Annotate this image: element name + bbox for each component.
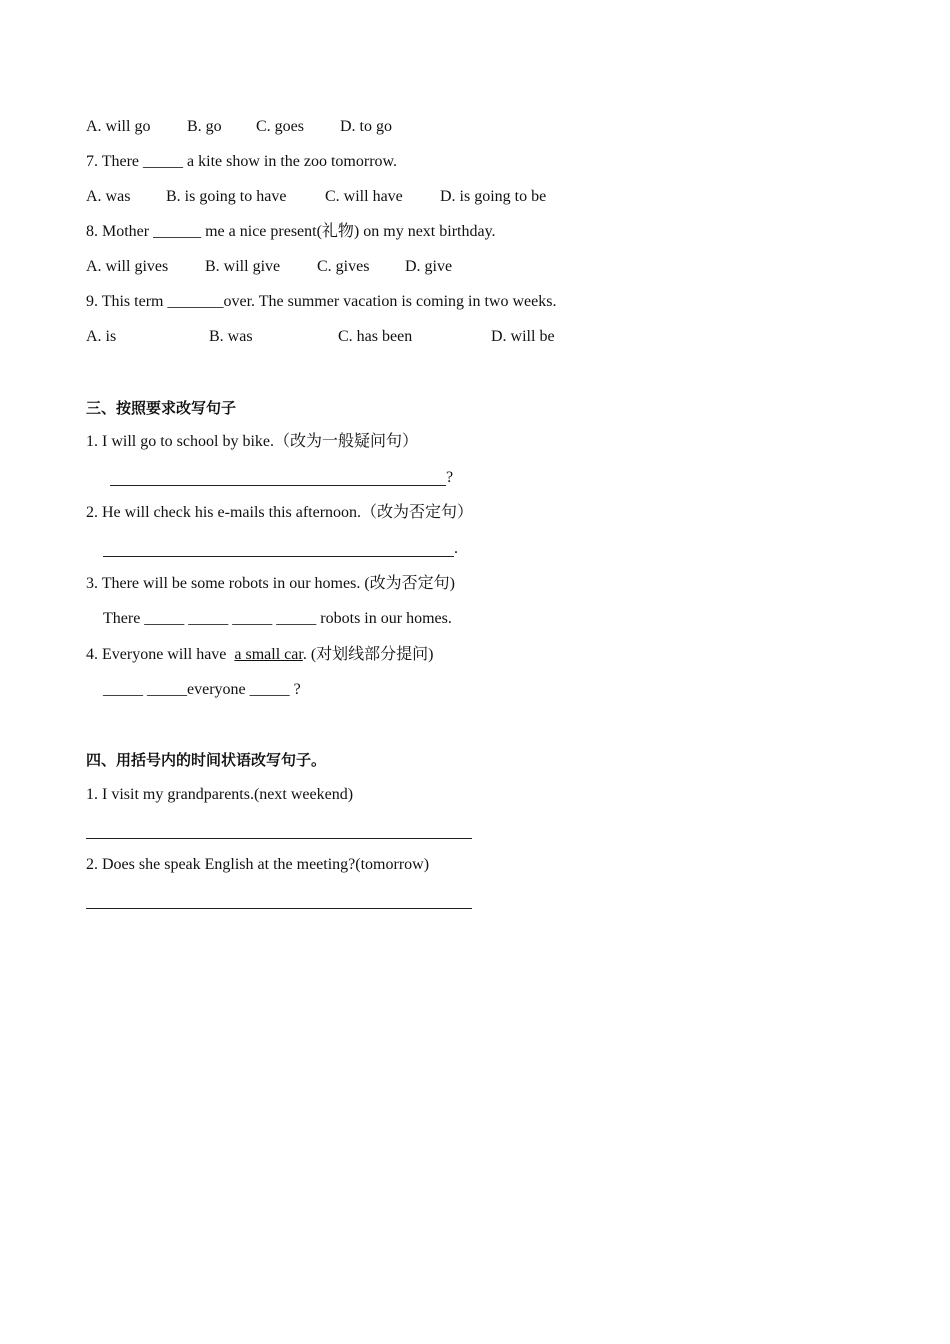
q6-option-b: B. go xyxy=(187,118,222,135)
p3-question-2: 2. He will check his e-mails this afternoon.（改为否定句） xyxy=(86,504,474,521)
p4-q2-answer-line[interactable] xyxy=(86,908,472,909)
q8-option-b: B. will give xyxy=(205,258,281,275)
p3-question-3: 3. There will be some robots in our homes. (改为否定句) xyxy=(86,575,455,592)
p3-question-4 xyxy=(86,645,434,665)
q7-option-b: B. is going to have xyxy=(166,188,287,205)
q9-option-d: D. will be xyxy=(491,328,555,345)
question-8: 8. Mother ______ me a nice present(礼物) on my next birthday. xyxy=(86,223,496,240)
p3-q1-answer-line[interactable] xyxy=(110,485,446,486)
q8-option-c: C. gives xyxy=(317,258,370,275)
q8-option-d: D. give xyxy=(405,258,453,275)
q6-option-c: C. goes xyxy=(256,118,304,135)
p3-q3-answer: There _____ _____ _____ _____ robots in our homes. xyxy=(103,610,452,627)
question-9: 9. This term _______over. The summer vacation is coming in two weeks. xyxy=(86,293,557,310)
q8-option-a: A. will gives xyxy=(86,258,169,275)
q6-option-d: D. to go xyxy=(340,118,392,135)
section-3-heading: 三、按照要求改写句子 xyxy=(86,399,237,417)
p3-q4-suffix: . (对划线部分提问) xyxy=(302,646,434,663)
p3-q4-underlined: a small car xyxy=(234,646,303,663)
q9-option-c: C. has been xyxy=(338,328,413,345)
q6-option-a: A. will go xyxy=(86,118,151,135)
p3-q2-end-mark: . xyxy=(454,540,458,557)
q9-option-a: A. is xyxy=(86,328,117,345)
p3-q4-answer: _____ _____everyone _____ ? xyxy=(103,681,301,698)
p3-q4-prefix: 4. Everyone will have xyxy=(86,646,231,663)
q7-option-a: A. was xyxy=(86,188,131,205)
q9-option-b: B. was xyxy=(209,328,253,345)
section-4-heading: 四、用括号内的时间状语改写句子。 xyxy=(86,751,327,769)
question-7: 7. There _____ a kite show in the zoo tomorrow. xyxy=(86,153,398,170)
q7-option-c: C. will have xyxy=(325,188,403,205)
p3-question-1: 1. I will go to school by bike.（改为一般疑问句） xyxy=(86,433,418,450)
p4-question-2: 2. Does she speak English at the meeting?(tomorrow) xyxy=(86,856,430,873)
p4-question-1: 1. I visit my grandparents.(next weekend) xyxy=(86,786,354,803)
p3-q2-answer-line[interactable] xyxy=(103,556,454,557)
p4-q1-answer-line[interactable] xyxy=(86,838,472,839)
p3-q1-end-mark: ? xyxy=(446,469,454,486)
q7-option-d: D. is going to be xyxy=(440,188,547,205)
